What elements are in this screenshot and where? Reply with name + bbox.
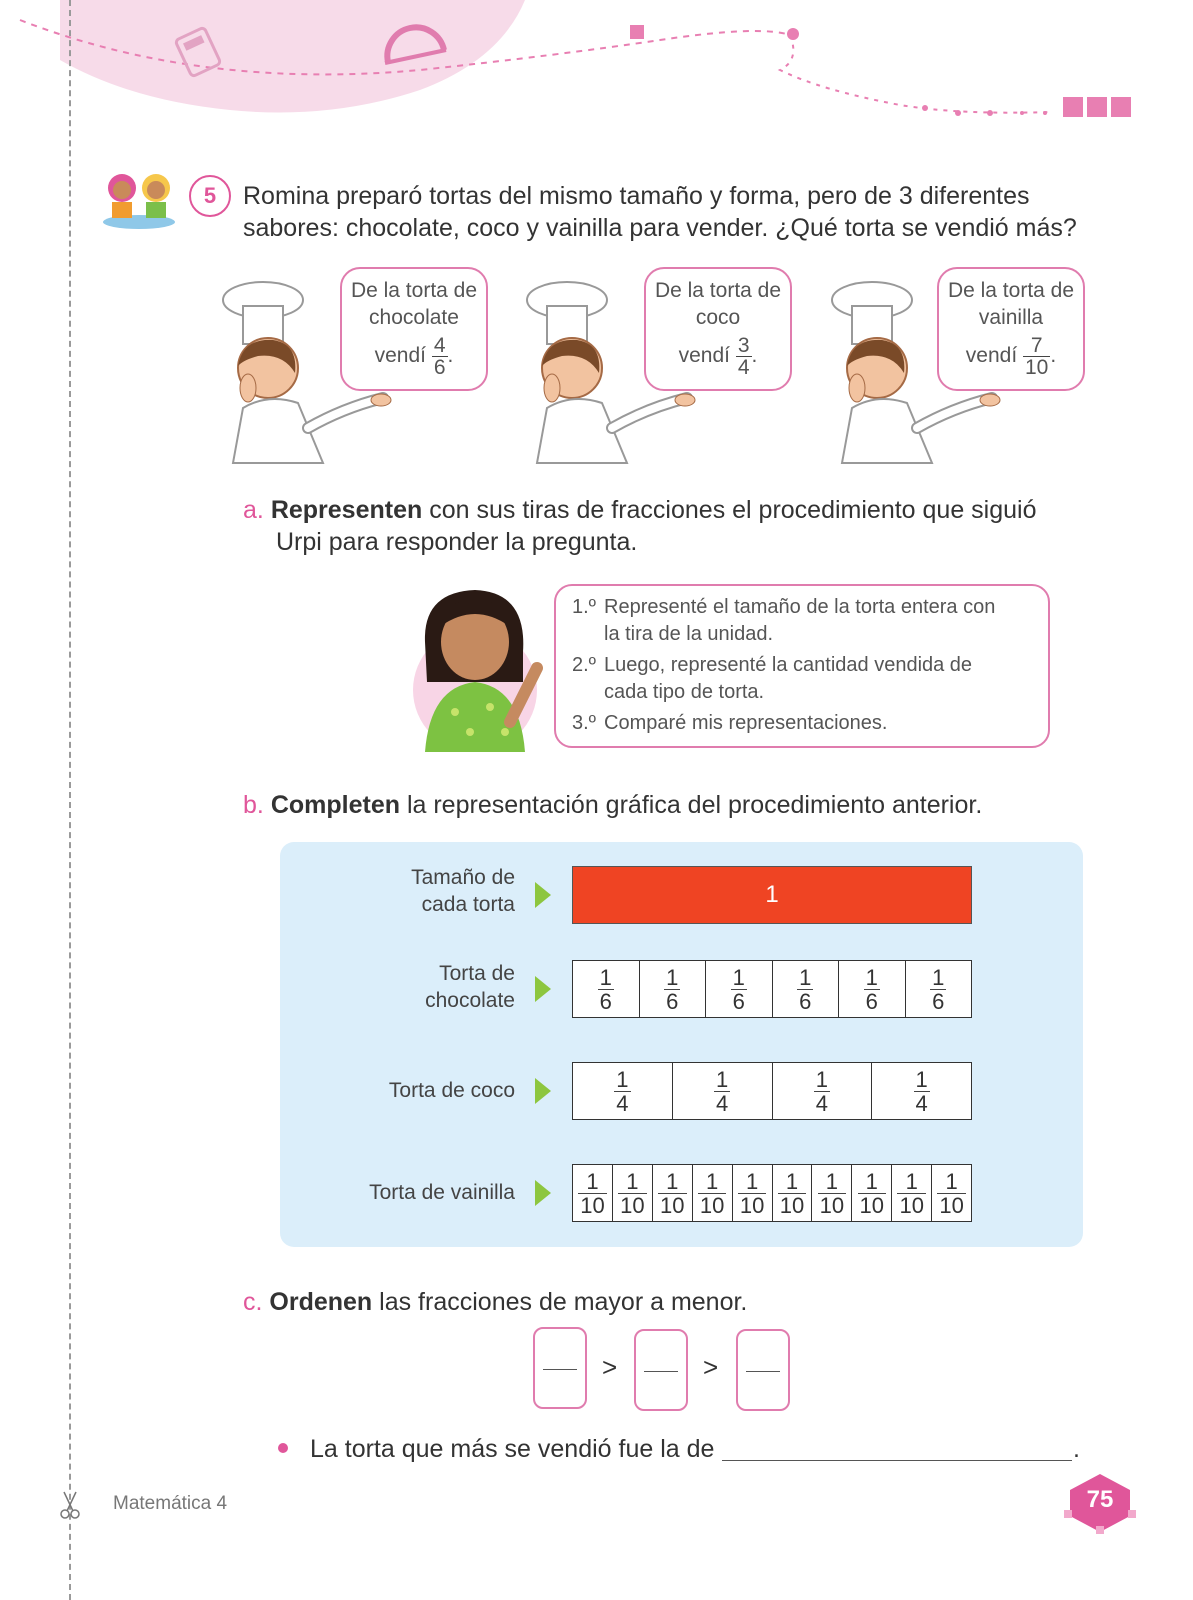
- problem-number: 5: [189, 175, 231, 217]
- steps-list: [572, 594, 1042, 737]
- book-title: Matemática 4: [113, 1493, 228, 1514]
- fraction: $\frac{7}{10}$: [1025, 334, 1049, 379]
- cube-icon: [630, 25, 644, 39]
- strip-cell: $\frac{1}{10}$: [653, 1165, 693, 1221]
- strip-cell: $\frac{1}{10}$: [573, 1165, 613, 1221]
- strip-cell: $\frac{1}{6}$: [573, 961, 640, 1017]
- question-letter: c.: [243, 1288, 263, 1316]
- arrow-icon: [535, 976, 551, 1002]
- answer-box-1[interactable]: [533, 1327, 587, 1409]
- arrow-icon: [535, 1078, 551, 1104]
- coco-strip: [572, 1062, 972, 1120]
- row-label-vainilla: Torta de vainilla: [369, 1181, 515, 1204]
- cut-line: [69, 0, 71, 1600]
- conclusion-text: La torta que más se vendió fue la de: [310, 1435, 715, 1463]
- strip-cell: $\frac{1}{6}$: [773, 961, 840, 1017]
- problem-line-2: sabores: chocolate, coco y vainilla para vender. ¿Qué torta se vendió más?: [243, 214, 1077, 242]
- problem-line-1: Romina preparó tortas del mismo tamaño y forma, pero de 3 diferentes: [243, 182, 1030, 210]
- strip-cell: $\frac{1}{6}$: [706, 961, 773, 1017]
- row-label-coco: Torta de coco: [388, 1079, 515, 1102]
- speech-bubble-chocolate: De la torta de chocolate vendí $\frac{4}{6}$ .: [340, 267, 488, 391]
- arrow-icon: [535, 882, 551, 908]
- page-number: 75: [1086, 1486, 1114, 1513]
- header-decoration: [0, 0, 1193, 140]
- strip-cell: $\frac{1}{10}$: [892, 1165, 932, 1221]
- step-item: 3.º Comparé mis representaciones.: [572, 712, 888, 734]
- question-verb: Ordenen: [269, 1288, 373, 1316]
- fraction: $\frac{3}{4}$: [737, 334, 750, 379]
- fraction: $\frac{4}{6}$: [433, 334, 446, 379]
- step-item: 2.º Luego, representé la cantidad vendida de cada tipo de torta.: [572, 654, 973, 703]
- strip-cell: $\frac{1}{10}$: [733, 1165, 773, 1221]
- question-letter: b.: [243, 791, 264, 819]
- cubes-icon: [1063, 97, 1131, 117]
- problem-statement: [243, 180, 1143, 244]
- speech-bubble-vainilla: De la torta de vainilla vendí $\frac{7}{10}$ .: [937, 267, 1085, 391]
- kids-reading-icon: [100, 166, 178, 230]
- row-label-unit: Tamaño de cada torta: [411, 866, 515, 916]
- chocolate-strip: [572, 960, 972, 1018]
- step-item: 1.º Representé el tamaño de la torta entera con la tira de la unidad.: [572, 596, 996, 645]
- strip-cell: $\frac{1}{10}$: [939, 1168, 964, 1218]
- question-verb: Completen: [270, 791, 400, 819]
- question-verb: Representen: [270, 496, 423, 524]
- greater-than-sign: >: [703, 1352, 719, 1382]
- strip-cell: $\frac{1}{4}$: [915, 1066, 928, 1116]
- strip-cell: $\frac{1}{6}$: [839, 961, 906, 1017]
- strip-cell: $\frac{1}{10}$: [613, 1165, 653, 1221]
- vainilla-strip: [572, 1164, 972, 1222]
- strip-cell: $\frac{1}{10}$: [852, 1165, 892, 1221]
- unit-strip: 1: [572, 866, 972, 924]
- question-letter: a.: [243, 496, 264, 524]
- answer-box-3[interactable]: [736, 1329, 790, 1411]
- strip-cell: $\frac{1}{10}$: [812, 1165, 852, 1221]
- strip-cell: $\frac{1}{6}$: [640, 961, 707, 1017]
- greater-than-sign: >: [602, 1352, 618, 1382]
- answer-blank-line[interactable]: [722, 1460, 1072, 1461]
- strip-cell: $\frac{1}{4}$: [673, 1063, 773, 1119]
- question-c: c. Ordenen las fracciones de mayor a menor.: [243, 1288, 748, 1316]
- girl-illustration: [405, 582, 555, 754]
- answer-box-2[interactable]: [634, 1329, 688, 1411]
- strip-cell: $\frac{1}{4}$: [573, 1063, 673, 1119]
- strip-cell: $\frac{1}{4}$: [773, 1063, 873, 1119]
- bullet: [278, 1443, 288, 1453]
- row-label-chocolate: Torta de chocolate: [425, 962, 515, 1012]
- speech-bubble-coco: De la torta de coco vendí $\frac{3}{4}$ .: [644, 267, 792, 391]
- arrow-icon: [535, 1180, 551, 1206]
- question-b: b. Completen la representación gráfica del procedimiento anterior.: [243, 791, 983, 819]
- question-a: a. Representen con sus tiras de fracciones el procedimiento que siguió Urpi para responder la pregunta.: [243, 496, 1037, 556]
- scissors-icon: [58, 1490, 82, 1520]
- strip-cell: $\frac{1}{6}$: [932, 964, 945, 1014]
- strip-cell: $\frac{1}{10}$: [693, 1165, 733, 1221]
- strip-cell: $\frac{1}{10}$: [773, 1165, 813, 1221]
